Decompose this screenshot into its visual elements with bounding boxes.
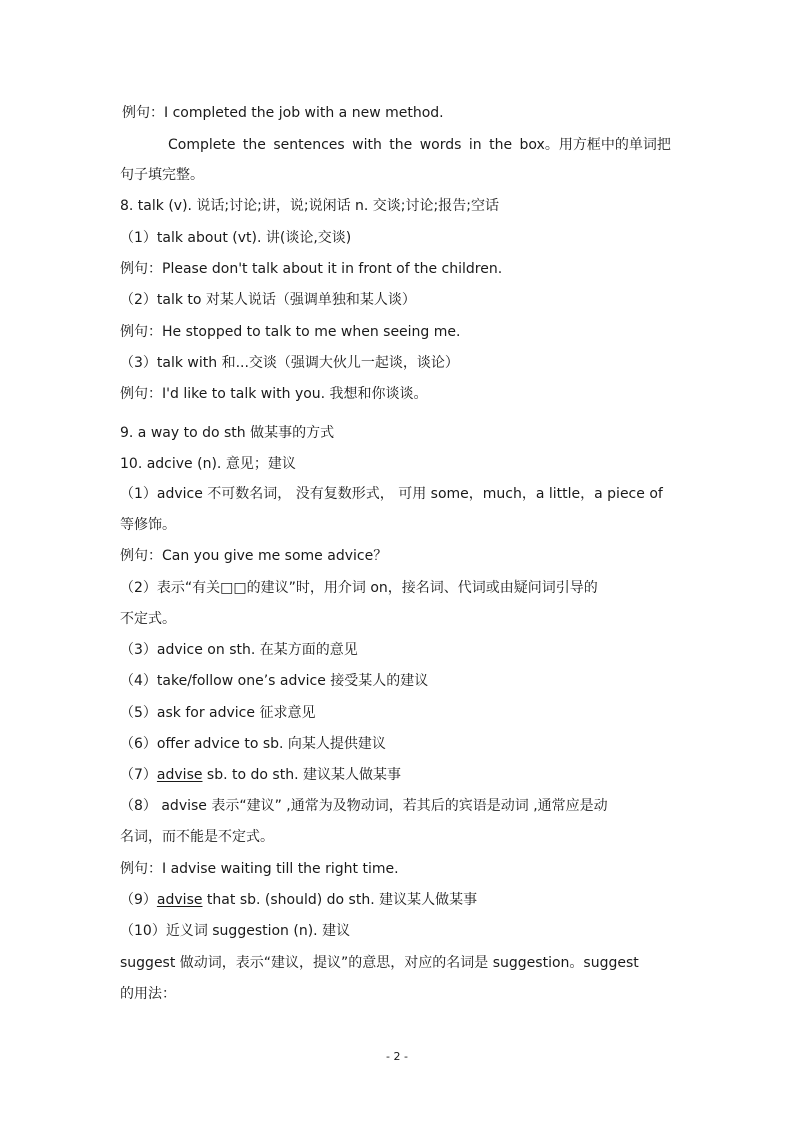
example-sentence: 例句：I'd like to talk with you. 我想和你谈谈。	[120, 386, 428, 402]
instruction-line-cont: 句子填完整。	[120, 167, 204, 183]
offer-advice-item: （6）offer advice to sb. 向某人提供建议	[120, 736, 386, 752]
suggest-usage-line-cont: 的用法：	[120, 986, 176, 1002]
advice-on-usage-item: （2）表示“有关□□的建议”时，用介词 on，接名词、代词或由疑问词引导的	[120, 580, 598, 596]
advice-usage-item: （1）advice 不可数名词， 没有复数形式， 可用 some，much，a little，a piece of	[120, 486, 663, 502]
advice-on-sth-item: （3）advice on sth. 在某方面的意见	[120, 642, 358, 658]
underlined-keyword: advise	[156, 767, 203, 783]
synonym-suggestion-item: （10）近义词 suggestion (n). 建议	[120, 923, 351, 939]
advice-usage-item-cont: 等修饰。	[120, 517, 176, 533]
ask-for-advice-item: （5）ask for advice 征求意见	[120, 705, 316, 721]
item-text: sb. to do sth. 建议某人做某事	[202, 767, 401, 783]
advise-verb-item: （8） advise 表示“建议” ,通常为及物动词，若其后的宾语是动词 ,通常应是动	[120, 798, 608, 814]
talk-with-item: （3）talk with 和...交谈（强调大伙儿一起谈，谈论）	[120, 355, 459, 371]
advise-sb-item	[120, 766, 401, 784]
instruction-line: Complete the sentences with the words in the box。用方框中的单词把	[168, 137, 671, 153]
entry-advice-heading: 10. adcive (n). 意见；建议	[120, 456, 296, 472]
underlined-keyword: advise	[156, 892, 203, 908]
example-sentence: 例句：Can you give me some advice？	[120, 548, 388, 564]
example-sentence: 例句：He stopped to talk to me when seeing me.	[120, 324, 461, 340]
advise-verb-item-cont: 名词，而不能是不定式。	[120, 829, 274, 845]
advice-on-usage-item-cont: 不定式。	[120, 611, 176, 627]
item-number: （9）	[120, 892, 157, 908]
example-sentence: 例句：I advise waiting till the right time.	[120, 861, 399, 877]
talk-to-item: （2）talk to 对某人说话（强调单独和某人谈）	[120, 292, 416, 308]
example-sentence: 例句：Please don't talk about it in front of the children.	[120, 261, 503, 277]
item-number: （7）	[120, 767, 157, 783]
suggest-usage-line: suggest 做动词，表示“建议，提议”的意思，对应的名词是 suggestion。suggest	[120, 955, 639, 971]
example-sentence: 例句：I completed the job with a new method.	[122, 105, 444, 121]
entry-a-way-heading: 9. a way to do sth 做某事的方式	[120, 425, 335, 441]
page-number: - 2 -	[386, 1050, 408, 1063]
entry-talk-heading: 8. talk (v). 说话;讨论;讲，说;说闲话 n. 交谈;讨论;报告;空话	[120, 198, 499, 214]
take-follow-advice-item: （4）take/follow one’s advice 接受某人的建议	[120, 673, 429, 689]
advise-that-item	[120, 891, 477, 909]
item-text: that sb. (should) do sth. 建议某人做某事	[202, 892, 478, 908]
talk-about-item: （1）talk about (vt). 讲(谈论,交谈)	[120, 230, 352, 246]
